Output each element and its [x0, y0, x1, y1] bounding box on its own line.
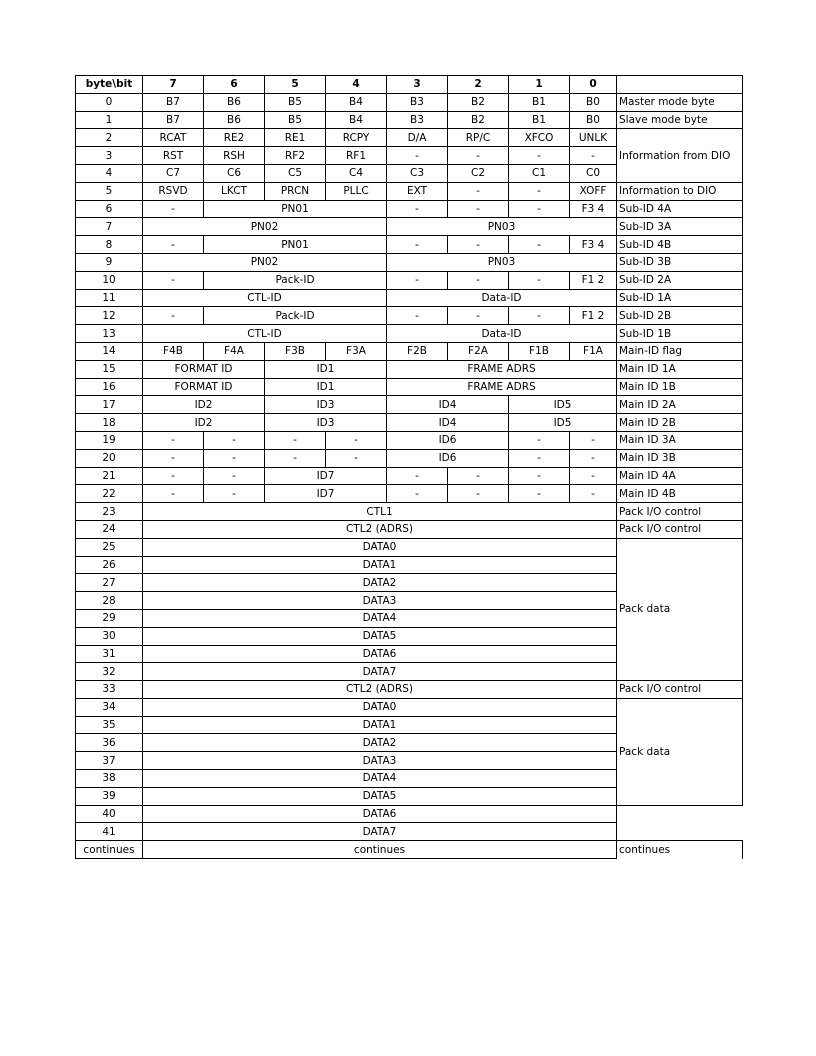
bit-field: F3A — [326, 342, 387, 360]
bit-field: B5 — [265, 111, 326, 129]
bit-field: - — [509, 271, 570, 289]
bit-field: CTL2 (ADRS) — [143, 520, 617, 538]
table-row — [76, 253, 743, 271]
description: Main ID 3A — [617, 431, 743, 449]
bit-field: PN02 — [143, 253, 387, 271]
header-byte-bit: byte\bit — [76, 76, 143, 94]
bit-field: - — [570, 147, 617, 165]
byte-number: 35 — [76, 716, 143, 734]
bit-field: FRAME ADRS — [387, 360, 617, 378]
header-description — [617, 76, 743, 94]
description: Information to DIO — [617, 182, 743, 200]
byte-number: continues — [76, 841, 143, 859]
byte-number: 18 — [76, 414, 143, 432]
table-row — [76, 503, 743, 521]
bit-field: RCAT — [143, 129, 204, 147]
table-row — [76, 467, 743, 485]
byte-number: 30 — [76, 627, 143, 645]
bit-field: F3B — [265, 342, 326, 360]
bit-field: DATA6 — [143, 805, 617, 823]
bit-field: - — [509, 236, 570, 254]
bit-field: CTL-ID — [143, 325, 387, 343]
bit-field: - — [387, 200, 448, 218]
bit-field: D/A — [387, 129, 448, 147]
header-bit: 4 — [326, 76, 387, 94]
description: Main-ID flag — [617, 342, 743, 360]
bit-field: LKCT — [204, 182, 265, 200]
table-row — [76, 236, 743, 254]
bit-field: ID5 — [509, 414, 617, 432]
byte-number: 11 — [76, 289, 143, 307]
bit-field: CTL2 (ADRS) — [143, 681, 617, 699]
description: Sub-ID 4A — [617, 200, 743, 218]
bit-field: Pack-ID — [204, 307, 387, 325]
byte-number: 10 — [76, 271, 143, 289]
bit-field: ID2 — [143, 396, 265, 414]
bit-field: ID2 — [143, 414, 265, 432]
table-row — [76, 538, 743, 556]
bit-field: - — [448, 182, 509, 200]
bit-field: EXT — [387, 182, 448, 200]
bit-field: - — [509, 449, 570, 467]
bit-field: PRCN — [265, 182, 326, 200]
bit-field: F1 2 — [570, 307, 617, 325]
bit-field: - — [509, 485, 570, 503]
bit-field: F1 2 — [570, 271, 617, 289]
header-bit: 6 — [204, 76, 265, 94]
register-map-table — [75, 75, 743, 859]
bit-field: B7 — [143, 111, 204, 129]
header-row — [76, 76, 743, 94]
table-row — [76, 271, 743, 289]
bit-field: RE2 — [204, 129, 265, 147]
description: Information from DIO — [617, 129, 743, 182]
byte-number: 28 — [76, 592, 143, 610]
table-row — [76, 485, 743, 503]
bit-field: - — [387, 485, 448, 503]
description: Sub-ID 2A — [617, 271, 743, 289]
bit-field: - — [387, 147, 448, 165]
byte-number: 9 — [76, 253, 143, 271]
bit-field: DATA1 — [143, 556, 617, 574]
description: Main ID 2B — [617, 414, 743, 432]
byte-number: 41 — [76, 823, 143, 841]
bit-field: DATA4 — [143, 609, 617, 627]
description: Pack data — [617, 538, 743, 680]
bit-field: C7 — [143, 164, 204, 182]
bit-field: PN02 — [143, 218, 387, 236]
bit-field: ID7 — [265, 467, 387, 485]
bit-field: B3 — [387, 111, 448, 129]
bit-field: DATA3 — [143, 592, 617, 610]
bit-field: ID5 — [509, 396, 617, 414]
byte-number: 4 — [76, 164, 143, 182]
bit-field: ID1 — [265, 360, 387, 378]
byte-number: 39 — [76, 787, 143, 805]
bit-field: ID6 — [387, 449, 509, 467]
header-bit: 7 — [143, 76, 204, 94]
description: Pack data — [617, 698, 743, 805]
bit-field: DATA1 — [143, 716, 617, 734]
bit-field: DATA5 — [143, 787, 617, 805]
bit-field: CTL1 — [143, 503, 617, 521]
bit-field: PN03 — [387, 253, 617, 271]
bit-field: continues — [143, 841, 617, 859]
table-row — [76, 414, 743, 432]
bit-field: FORMAT ID — [143, 378, 265, 396]
bit-field: - — [509, 431, 570, 449]
byte-number: 1 — [76, 111, 143, 129]
bit-field: F3 4 — [570, 236, 617, 254]
byte-number: 3 — [76, 147, 143, 165]
byte-number: 19 — [76, 431, 143, 449]
bit-field: F1A — [570, 342, 617, 360]
bit-field: - — [509, 200, 570, 218]
bit-field: B5 — [265, 93, 326, 111]
description: continues — [617, 841, 743, 859]
table-row — [76, 520, 743, 538]
bit-field: - — [570, 467, 617, 485]
bit-field: - — [204, 485, 265, 503]
byte-number: 31 — [76, 645, 143, 663]
bit-field: DATA5 — [143, 627, 617, 645]
byte-number: 2 — [76, 129, 143, 147]
bit-field: - — [448, 271, 509, 289]
bit-field: C2 — [448, 164, 509, 182]
description: Main ID 1B — [617, 378, 743, 396]
table-row — [76, 698, 743, 716]
description: Slave mode byte — [617, 111, 743, 129]
description: Main ID 4B — [617, 485, 743, 503]
byte-number: 37 — [76, 752, 143, 770]
bit-field: - — [265, 449, 326, 467]
bit-field: RP/C — [448, 129, 509, 147]
bit-field: - — [143, 449, 204, 467]
bit-field: RST — [143, 147, 204, 165]
byte-number: 6 — [76, 200, 143, 218]
bit-field: F2B — [387, 342, 448, 360]
bit-field: B6 — [204, 111, 265, 129]
byte-number: 21 — [76, 467, 143, 485]
description: Sub-ID 1A — [617, 289, 743, 307]
byte-number: 25 — [76, 538, 143, 556]
byte-number: 33 — [76, 681, 143, 699]
table-row — [76, 378, 743, 396]
bit-field: - — [204, 467, 265, 485]
bit-field: DATA3 — [143, 752, 617, 770]
header-bit: 1 — [509, 76, 570, 94]
bit-field: Pack-ID — [204, 271, 387, 289]
bit-field: B0 — [570, 111, 617, 129]
bit-field: RE1 — [265, 129, 326, 147]
byte-number: 0 — [76, 93, 143, 111]
byte-number: 16 — [76, 378, 143, 396]
table-row — [76, 360, 743, 378]
description: Main ID 1A — [617, 360, 743, 378]
bit-field: - — [204, 449, 265, 467]
bit-field: - — [387, 467, 448, 485]
byte-number: 34 — [76, 698, 143, 716]
bit-field: PN03 — [387, 218, 617, 236]
byte-number: 13 — [76, 325, 143, 343]
bit-field: - — [143, 307, 204, 325]
bit-field: B1 — [509, 111, 570, 129]
bit-field: FRAME ADRS — [387, 378, 617, 396]
bit-field: ID6 — [387, 431, 509, 449]
header-bit: 3 — [387, 76, 448, 94]
bit-field: B4 — [326, 111, 387, 129]
bit-field: RF1 — [326, 147, 387, 165]
bit-field: ID3 — [265, 414, 387, 432]
bit-field: - — [326, 431, 387, 449]
table-row — [76, 307, 743, 325]
bit-field: XOFF — [570, 182, 617, 200]
description: Sub-ID 1B — [617, 325, 743, 343]
bit-field: FORMAT ID — [143, 360, 265, 378]
bit-field: B1 — [509, 93, 570, 111]
description: Main ID 3B — [617, 449, 743, 467]
bit-field: C0 — [570, 164, 617, 182]
bit-field: - — [204, 431, 265, 449]
bit-field: ID7 — [265, 485, 387, 503]
bit-field: RCPY — [326, 129, 387, 147]
register-table-body — [76, 76, 743, 859]
bit-field: ID4 — [387, 414, 509, 432]
bit-field: XFCO — [509, 129, 570, 147]
bit-field: - — [143, 200, 204, 218]
table-row — [76, 182, 743, 200]
bit-field: F2A — [448, 342, 509, 360]
bit-field: - — [387, 271, 448, 289]
bit-field: - — [509, 307, 570, 325]
bit-field: C6 — [204, 164, 265, 182]
byte-number: 32 — [76, 663, 143, 681]
bit-field: B2 — [448, 111, 509, 129]
bit-field: F3 4 — [570, 200, 617, 218]
header-bit: 0 — [570, 76, 617, 94]
bit-field: DATA6 — [143, 645, 617, 663]
byte-number: 27 — [76, 574, 143, 592]
bit-field: Data-ID — [387, 289, 617, 307]
description: Master mode byte — [617, 93, 743, 111]
description: Pack I/O control — [617, 681, 743, 699]
bit-field: DATA2 — [143, 574, 617, 592]
table-row — [76, 111, 743, 129]
bit-field: C4 — [326, 164, 387, 182]
description: Main ID 2A — [617, 396, 743, 414]
bit-field: PN01 — [204, 236, 387, 254]
table-row — [76, 325, 743, 343]
bit-field: - — [387, 307, 448, 325]
bit-field: DATA2 — [143, 734, 617, 752]
byte-number: 12 — [76, 307, 143, 325]
bit-field: C1 — [509, 164, 570, 182]
description: Main ID 4A — [617, 467, 743, 485]
bit-field: DATA7 — [143, 663, 617, 681]
byte-number: 29 — [76, 609, 143, 627]
bit-field: UNLK — [570, 129, 617, 147]
byte-number: 40 — [76, 805, 143, 823]
bit-field: - — [509, 182, 570, 200]
byte-number: 14 — [76, 342, 143, 360]
byte-number: 17 — [76, 396, 143, 414]
byte-number: 38 — [76, 770, 143, 788]
description: Sub-ID 3B — [617, 253, 743, 271]
description-blank — [617, 805, 743, 841]
bit-field: RF2 — [265, 147, 326, 165]
bit-field: PN01 — [204, 200, 387, 218]
bit-field: - — [143, 431, 204, 449]
bit-field: - — [143, 271, 204, 289]
bit-field: DATA0 — [143, 698, 617, 716]
bit-field: - — [509, 467, 570, 485]
table-row — [76, 93, 743, 111]
bit-field: - — [265, 431, 326, 449]
bit-field: - — [570, 431, 617, 449]
description: Sub-ID 3A — [617, 218, 743, 236]
table-row — [76, 342, 743, 360]
bit-field: CTL-ID — [143, 289, 387, 307]
bit-field: Data-ID — [387, 325, 617, 343]
byte-number: 15 — [76, 360, 143, 378]
bit-field: B2 — [448, 93, 509, 111]
bit-field: - — [143, 236, 204, 254]
table-row — [76, 396, 743, 414]
table-row — [76, 200, 743, 218]
byte-number: 22 — [76, 485, 143, 503]
table-row — [76, 129, 743, 147]
bit-field: - — [448, 467, 509, 485]
description: Sub-ID 2B — [617, 307, 743, 325]
table-row — [76, 449, 743, 467]
bit-field: B3 — [387, 93, 448, 111]
bit-field: - — [448, 147, 509, 165]
bit-field: - — [570, 485, 617, 503]
table-row — [76, 841, 743, 859]
byte-number: 7 — [76, 218, 143, 236]
bit-field: - — [448, 200, 509, 218]
bit-field: - — [448, 307, 509, 325]
bit-field: DATA7 — [143, 823, 617, 841]
bit-field: - — [326, 449, 387, 467]
bit-field: - — [448, 485, 509, 503]
byte-number: 8 — [76, 236, 143, 254]
table-row — [76, 805, 743, 823]
bit-field: - — [570, 449, 617, 467]
bit-field: RSH — [204, 147, 265, 165]
bit-field: DATA0 — [143, 538, 617, 556]
byte-number: 20 — [76, 449, 143, 467]
bit-field: DATA4 — [143, 770, 617, 788]
bit-field: PLLC — [326, 182, 387, 200]
bit-field: ID3 — [265, 396, 387, 414]
description: Pack I/O control — [617, 520, 743, 538]
table-row — [76, 431, 743, 449]
bit-field: F1B — [509, 342, 570, 360]
bit-field: B0 — [570, 93, 617, 111]
table-row — [76, 289, 743, 307]
byte-number: 26 — [76, 556, 143, 574]
bit-field: - — [448, 236, 509, 254]
header-bit: 2 — [448, 76, 509, 94]
bit-field: - — [143, 467, 204, 485]
header-bit: 5 — [265, 76, 326, 94]
bit-field: - — [143, 485, 204, 503]
bit-field: B6 — [204, 93, 265, 111]
bit-field: F4A — [204, 342, 265, 360]
byte-number: 24 — [76, 520, 143, 538]
byte-number: 36 — [76, 734, 143, 752]
bit-field: F4B — [143, 342, 204, 360]
bit-field: B4 — [326, 93, 387, 111]
table-row — [76, 681, 743, 699]
bit-field: C5 — [265, 164, 326, 182]
byte-number: 5 — [76, 182, 143, 200]
table-row — [76, 218, 743, 236]
description: Pack I/O control — [617, 503, 743, 521]
byte-number: 23 — [76, 503, 143, 521]
bit-field: RSVD — [143, 182, 204, 200]
bit-field: - — [509, 147, 570, 165]
description: Sub-ID 4B — [617, 236, 743, 254]
bit-field: ID4 — [387, 396, 509, 414]
bit-field: B7 — [143, 93, 204, 111]
bit-field: C3 — [387, 164, 448, 182]
bit-field: - — [387, 236, 448, 254]
bit-field: ID1 — [265, 378, 387, 396]
